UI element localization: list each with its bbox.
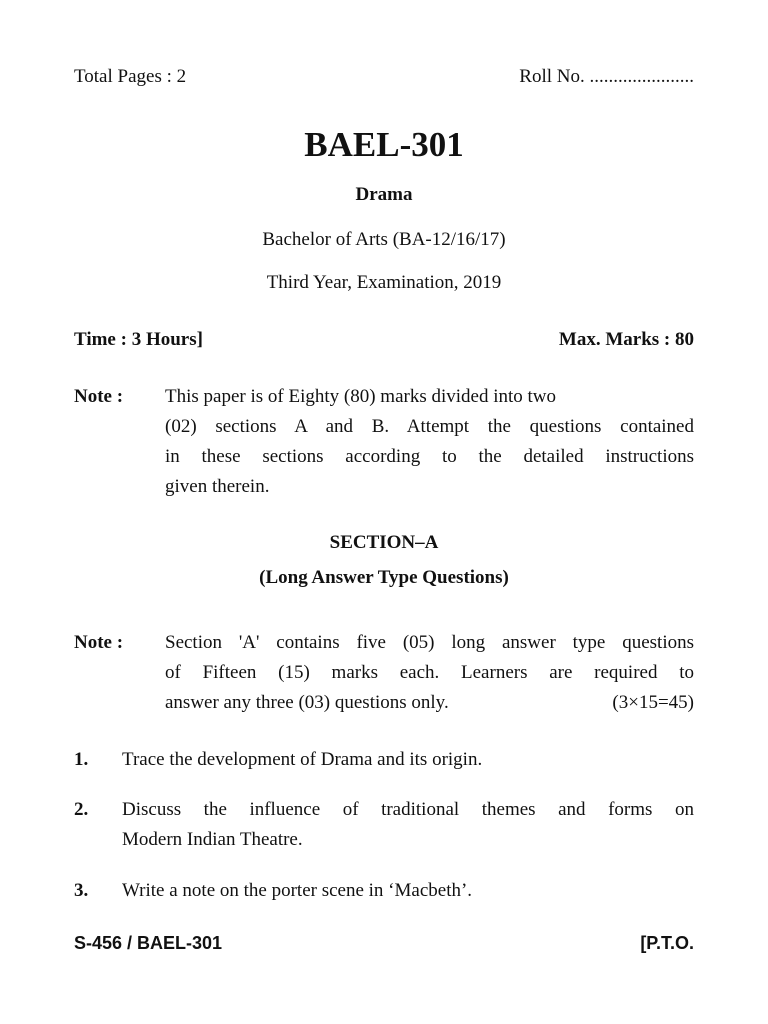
note-line: Section 'A' contains five (05) long answer type questions [165,632,694,653]
note-line: (02) sections A and B. Attempt the questions contained [165,416,694,437]
question-text [122,745,694,775]
exam-year: Third Year, Examination, 2019 [266,272,502,293]
page-footer [74,933,694,954]
question-number: 3. [74,880,89,901]
section-title: SECTION–A [329,532,439,553]
exam-meta [74,325,694,355]
roll-number: Roll No. ...................... [519,66,694,87]
paper-code: BAEL-301 [304,125,464,164]
note-label: Note : [74,386,124,407]
question-line: Write a note on the porter scene in ‘Macbeth’. [122,880,473,901]
section-note [165,628,694,718]
question-line: Modern Indian Theatre. [122,829,303,850]
total-pages: Total Pages : 2 [74,66,187,87]
note-text: This paper is of Eighty (80) marks divided into two [165,386,557,407]
question-line: Discuss the influence of traditional themes and forms on [122,799,694,820]
subject-title: Drama [355,184,413,205]
general-note [165,382,694,502]
marks-scheme: (3×15=45) [612,692,694,713]
note-line: of Fifteen (15) marks each. Learners are required to [165,662,694,683]
programme-name: Bachelor of Arts (BA-12/16/17) [262,229,506,250]
footer-code: S-456 / BAEL-301 [74,933,223,953]
note-line: in these sections according to the detailed instructions [165,446,694,467]
question-line: Trace the development of Drama and its origin. [122,749,483,770]
note-label: Note : [74,632,124,653]
note-line [165,688,694,718]
question-number: 2. [74,799,89,820]
pto-marker: [P.T.O. [640,933,694,953]
note-line [165,382,694,412]
page-header [74,62,694,92]
question-number: 1. [74,749,89,770]
question-text [122,876,694,906]
max-marks: Max. Marks : 80 [558,329,694,350]
section-subtitle: (Long Answer Type Questions) [259,567,509,588]
note-line: given therein. [165,476,270,497]
time-allowed: Time : 3 Hours] [74,329,203,350]
question-text [122,795,694,855]
note-text: answer any three (03) questions only. [165,692,449,713]
